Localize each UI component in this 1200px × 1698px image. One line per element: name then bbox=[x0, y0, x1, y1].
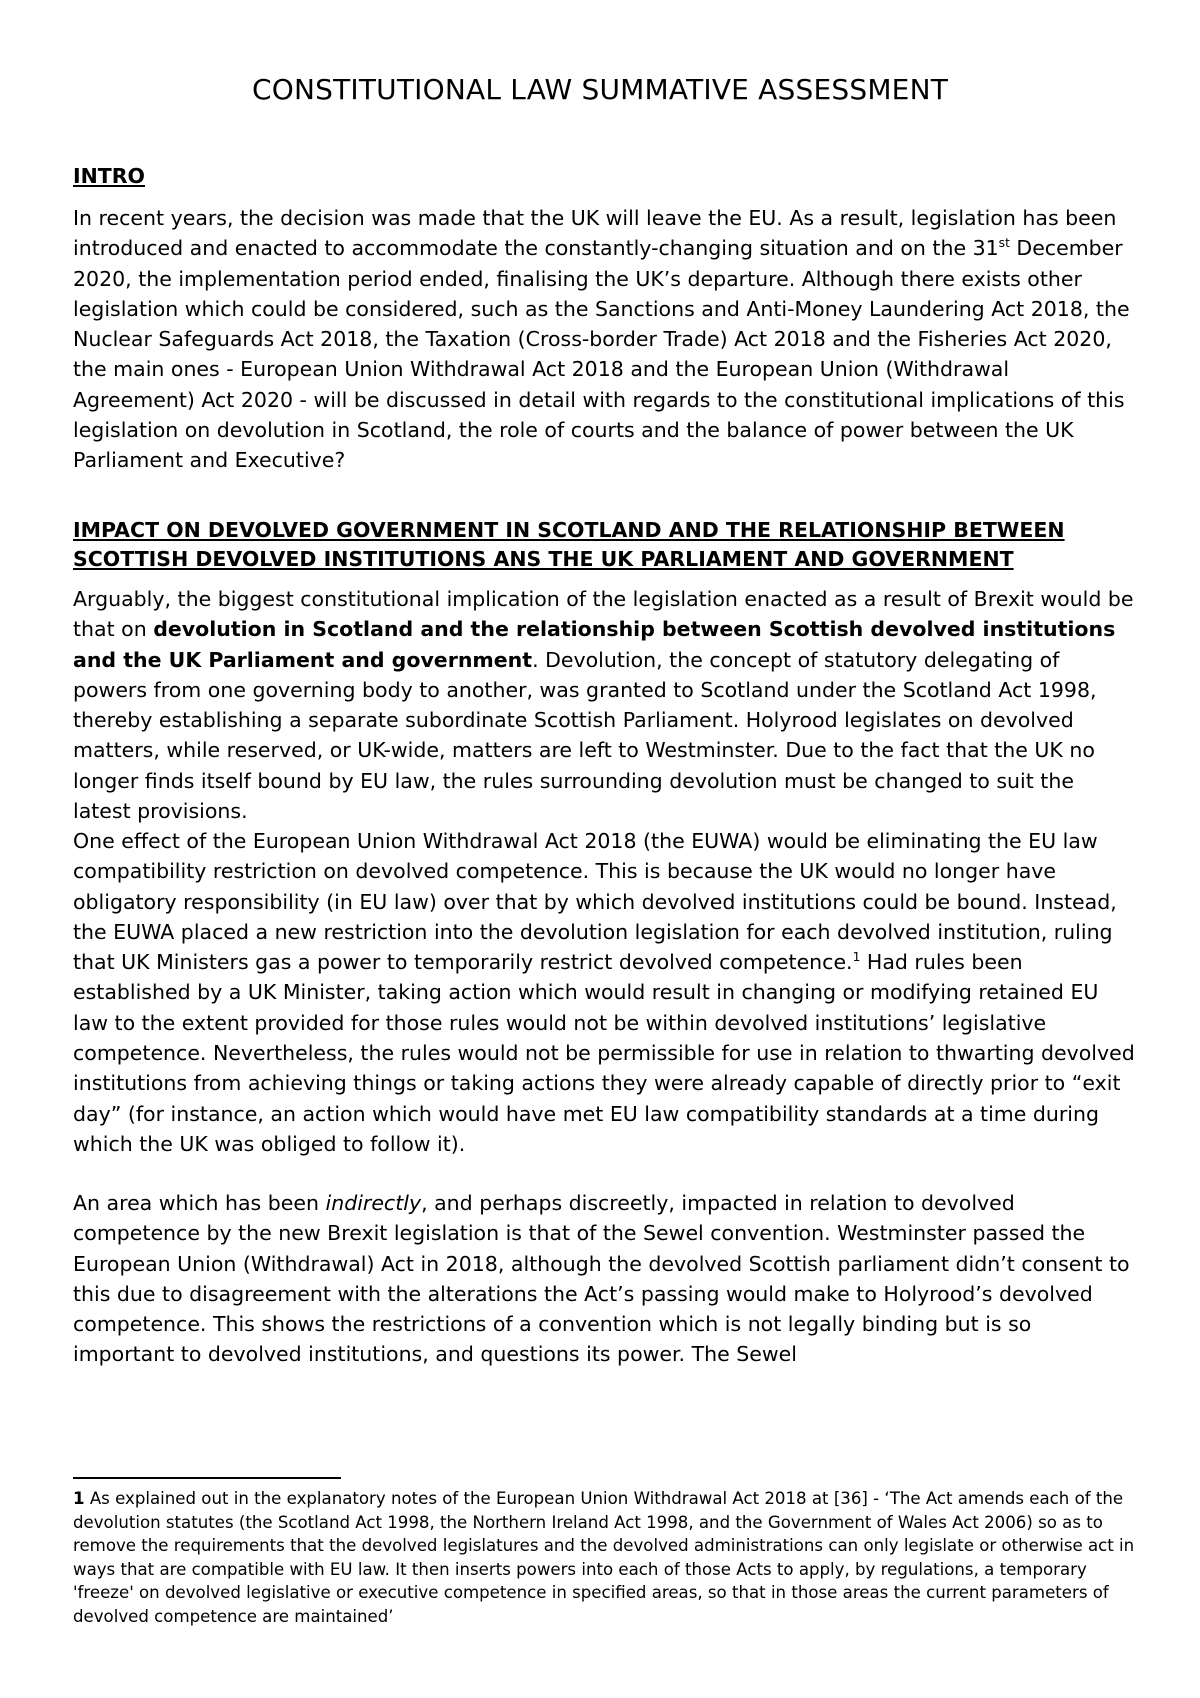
intro-text-part2: December 2020, the implementation period ended, finalising the UK’s departure. Although there exists other legislation which could be considered, such as the Sanctions and Anti-Money Laundering Act 2018, the Nuclear Safeguards Act 2018, the Taxation (Cross-border Trade) Act 2018 and the Fisheries Act 2020, the main ones - European Union Withdrawal Act 2018 and the European Union (Withdrawal Agreement) Act 2020 - will be discussed in detail with regards to the constitutional implications of this legislation on devolution in Scotland, the role of courts and the balance of power between the UK Parliament and Executive? bbox=[73, 236, 1130, 473]
impact-p3-part1: An area which has been bbox=[73, 1191, 326, 1215]
footnote-reference[interactable]: 1 bbox=[852, 950, 861, 965]
intro-heading: INTRO bbox=[73, 164, 145, 188]
footnote-number: 1 bbox=[73, 1489, 85, 1508]
footnote-text: As explained out in the explanatory notes of the European Union Withdrawal Act 2018 at [36] - ‘The Act amends each of the devolution statutes (the Scotland Act 1998, the Northern Ireland Act 1998, and the Government of Wales Act 2006) so as to remove the requirements that the devolved legislatures and the devolved administrations can only legislate or otherwise act in ways that are compatible with EU law. It then inserts powers into each of those Acts to apply, by regulations, a temporary 'freeze' on devolved legislative or executive competence in specified areas, so that in those areas the current parameters of devolved competence are maintained’ bbox=[73, 1489, 1135, 1626]
intro-paragraph bbox=[73, 203, 1136, 476]
impact-p2-part2: Had rules been established by a UK Minister, taking action which would result in changing or modifying retained EU law to the extent provided for those rules would not be within devolved institutions’ legislative competence. Nevertheless, the rules would not be permissible for use in relation to thwarting devolved institutions from achieving things or taking actions they were already capable of directly prior to “exit day” (for instance, an action which would have met EU law compatibility standards at a time during which the UK was obliged to follow it). bbox=[73, 950, 1135, 1156]
impact-p1-bold: devolution in Scotland and the relationship between Scottish devolved institutions and the UK Parliament and government bbox=[73, 617, 1116, 672]
impact-p3-italic: indirectly bbox=[325, 1191, 422, 1215]
intro-text-part1: In recent years, the decision was made that the UK will leave the EU. As a result, legislation has been introduced and enacted to accommodate the constantly-changing situation and on the 31 bbox=[73, 206, 1117, 261]
footnote-separator bbox=[73, 1477, 341, 1479]
impact-p2-part1: One effect of the European Union Withdrawal Act 2018 (the EUWA) would be eliminating the EU law compatibility restriction on devolved competence. This is because the UK would no longer have obligatory responsibility (in EU law) over that by which devolved institutions could be bound. Instead, the EUWA placed a new restriction into the devolution legislation for each devolved institution, ruling that UK Ministers gas a power to temporarily restrict devolved competence. bbox=[73, 829, 1117, 975]
document-title: CONSTITUTIONAL LAW SUMMATIVE ASSESSMENT bbox=[251, 73, 949, 106]
impact-heading-line2: SCOTTISH DEVOLVED INSTITUTIONS ANS THE UK PARLIAMENT AND GOVERNMENT bbox=[73, 547, 1014, 571]
footnote bbox=[73, 1487, 1136, 1628]
impact-paragraph-3 bbox=[73, 1188, 1136, 1370]
impact-p1-part1: Arguably, the biggest constitutional implication of the legislation enacted as a result of Brexit would be that on bbox=[73, 587, 1134, 642]
impact-paragraph-2 bbox=[73, 826, 1136, 1159]
impact-heading-line1: IMPACT ON DEVOLVED GOVERNMENT IN SCOTLAND AND THE RELATIONSHIP BETWEEN bbox=[73, 518, 1065, 542]
impact-p1-part2: . Devolution, the concept of statutory delegating of powers from one governing body to another, was granted to Scotland under the Scotland Act 1998, thereby establishing a separate subordinate Scottish Parliament. Holyrood legislates on devolved matters, while reserved, or UK-wide, matters are left to Westminster. Due to the fact that the UK no longer finds itself bound by EU law, the rules surrounding devolution must be changed to suit the latest provisions. bbox=[73, 647, 1097, 824]
impact-paragraph-1 bbox=[73, 584, 1136, 826]
ordinal-suffix: st bbox=[998, 236, 1010, 251]
impact-p3-part2: , and perhaps discreetly, impacted in relation to devolved competence by the new Brexit legislation is that of the Sewel convention. Westminster passed the European Union (Withdrawal) Act in 2018, although the devolved Scottish parliament didn’t consent to this due to disagreement with the alterations the Act’s passing would make to Holyrood’s devolved competence. This shows the restrictions of a convention which is not legally binding but is so important to devolved institutions, and questions its power. The Sewel bbox=[73, 1191, 1130, 1367]
impact-heading bbox=[73, 516, 1133, 574]
